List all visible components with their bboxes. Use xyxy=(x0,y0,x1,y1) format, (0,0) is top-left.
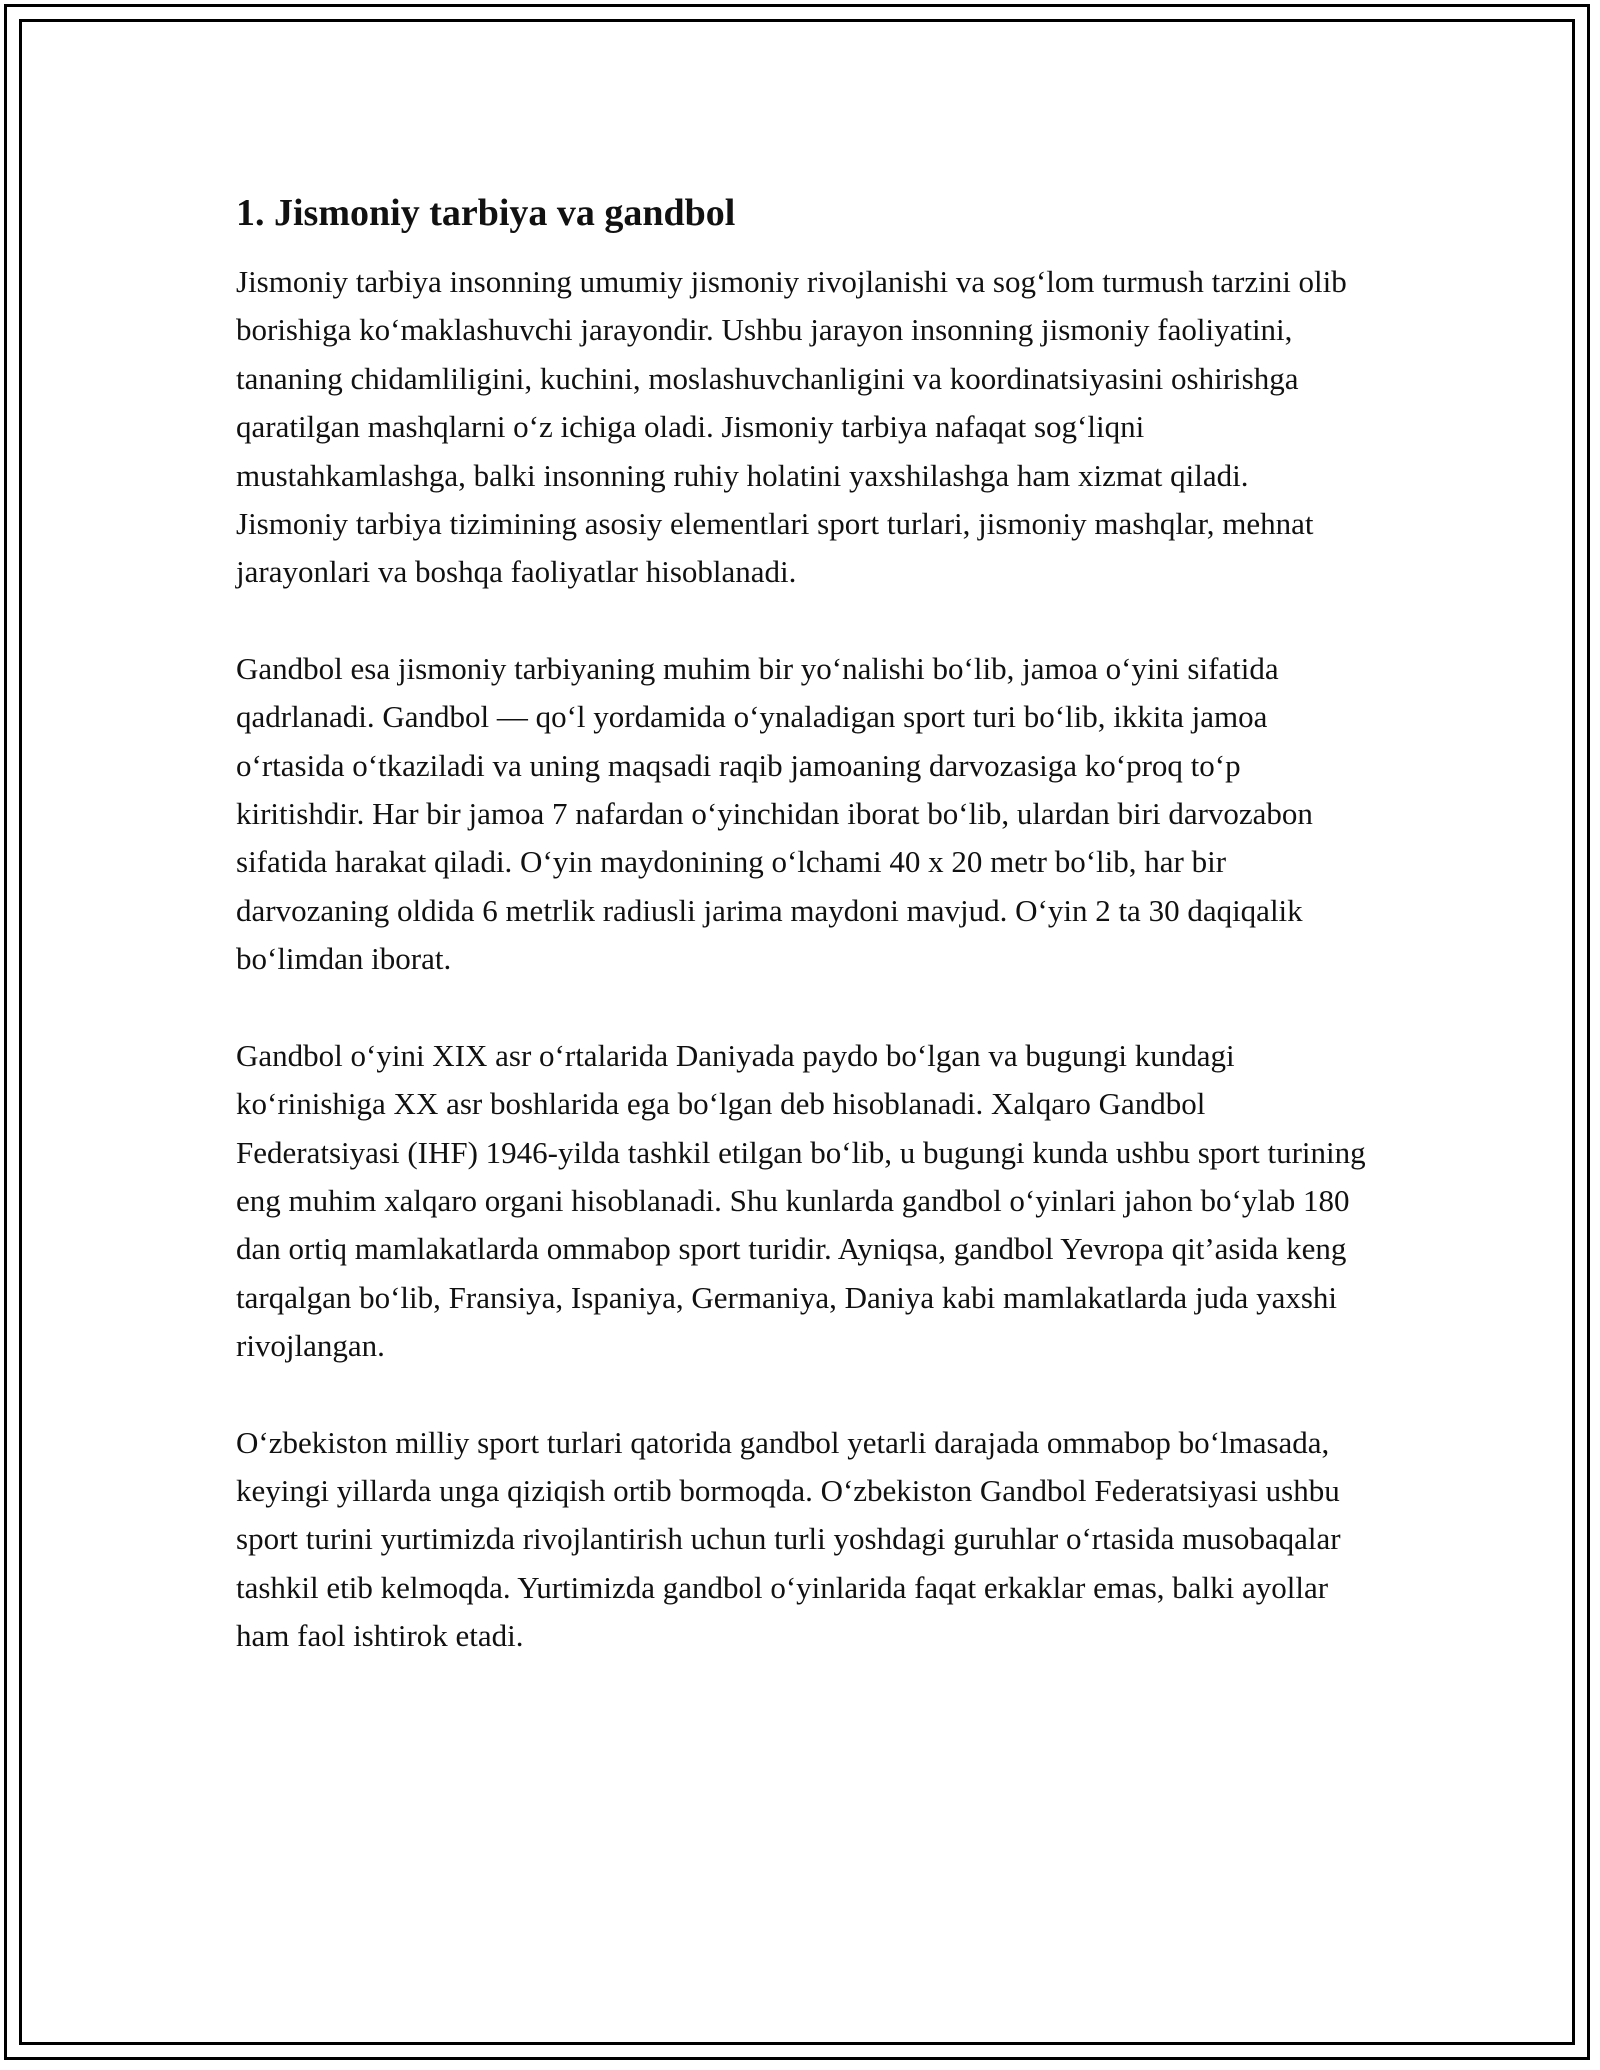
document-body xyxy=(236,188,1366,1709)
paragraph-physical-education: Jismoniy tarbiya insonning umumiy jismoniy rivojlanishi va sog‘lom turmush tarzini olib borishiga ko‘maklashuvchi jarayondir. Ushbu jarayon insonning jismoniy faoliyatini, tananing chidamliligini, kuchini, moslashuvchanligini va koordinatsiyasini oshirishga qaratilgan mashqlarni o‘z ichiga oladi. Jismoniy tarbiya nafaqat sog‘liqni mustahkamlashga, balki insonning ruhiy holatini yaxshilashga ham xizmat qiladi. Jismoniy tarbiya tizimining asosiy elementlari sport turlari, jismoniy mashqlar, mehnat jarayonlari va boshqa faoliyatlar hisoblanadi. xyxy=(236,264,1347,590)
paragraph-handball-history: Gandbol o‘yini XIX asr o‘rtalarida Daniyada paydo bo‘lgan va bugungi kundagi ko‘rinishiga XX asr boshlarida ega bo‘lgan deb hisoblanadi. Xalqaro Gandbol Federatsiyasi (IHF) 1946-yilda tashkil etilgan bo‘lib, u bugungi kunda ushbu sport turining eng muhim xalqaro organi hisoblanadi. Shu kunlarda gandbol o‘yinlari jahon bo‘ylab 180 dan ortiq mamlakatlarda ommabop sport turidir. Ayniqsa, gandbol Yevropa qit’asida keng tarqalgan bo‘lib, Fransiya, Ispaniya, Germaniya, Daniya kabi mamlakatlarda juda yaxshi rivojlangan. xyxy=(236,1037,1366,1364)
paragraph-handball-uzbekistan: O‘zbekiston milliy sport turlari qatorida gandbol yetarli darajada ommabop bo‘lmasada, keyingi yillarda unga qiziqish ortib bormoqda. O‘zbekiston Gandbol Federatsiyasi ushbu sport turini yurtimizda rivojlantirish uchun turli yoshdagi guruhlar o‘rtasida musobaqalar tashkil etib kelmoqda. Yurtimizda gandbol o‘yinlarida faqat erkaklar emas, balki ayollar ham faol ishtirok etadi. xyxy=(236,1424,1341,1654)
paragraph-handball-rules: Gandbol esa jismoniy tarbiyaning muhim bir yo‘nalishi bo‘lib, jamoa o‘yini sifatida qadrlanadi. Gandbol — qo‘l yordamida o‘ynaladigan sport turi bo‘lib, ikkita jamoa o‘rtasida o‘tkaziladi va uning maqsadi raqib jamoaning darvozasiga ko‘proq to‘p kiritishdir. Har bir jamoa 7 nafardan o‘yinchidan iborat bo‘lib, ulardan biri darvozabon sifatida harakat qiladi. O‘yin maydonining o‘lchami 40 x 20 metr bo‘lib, har bir darvozaning oldida 6 metrlik radiusli jarima maydoni mavjud. O‘yin 2 ta 30 daqiqalik bo‘limdan iborat. xyxy=(236,650,1313,977)
section-heading: 1. Jismoniy tarbiya va gandbol xyxy=(236,192,736,234)
